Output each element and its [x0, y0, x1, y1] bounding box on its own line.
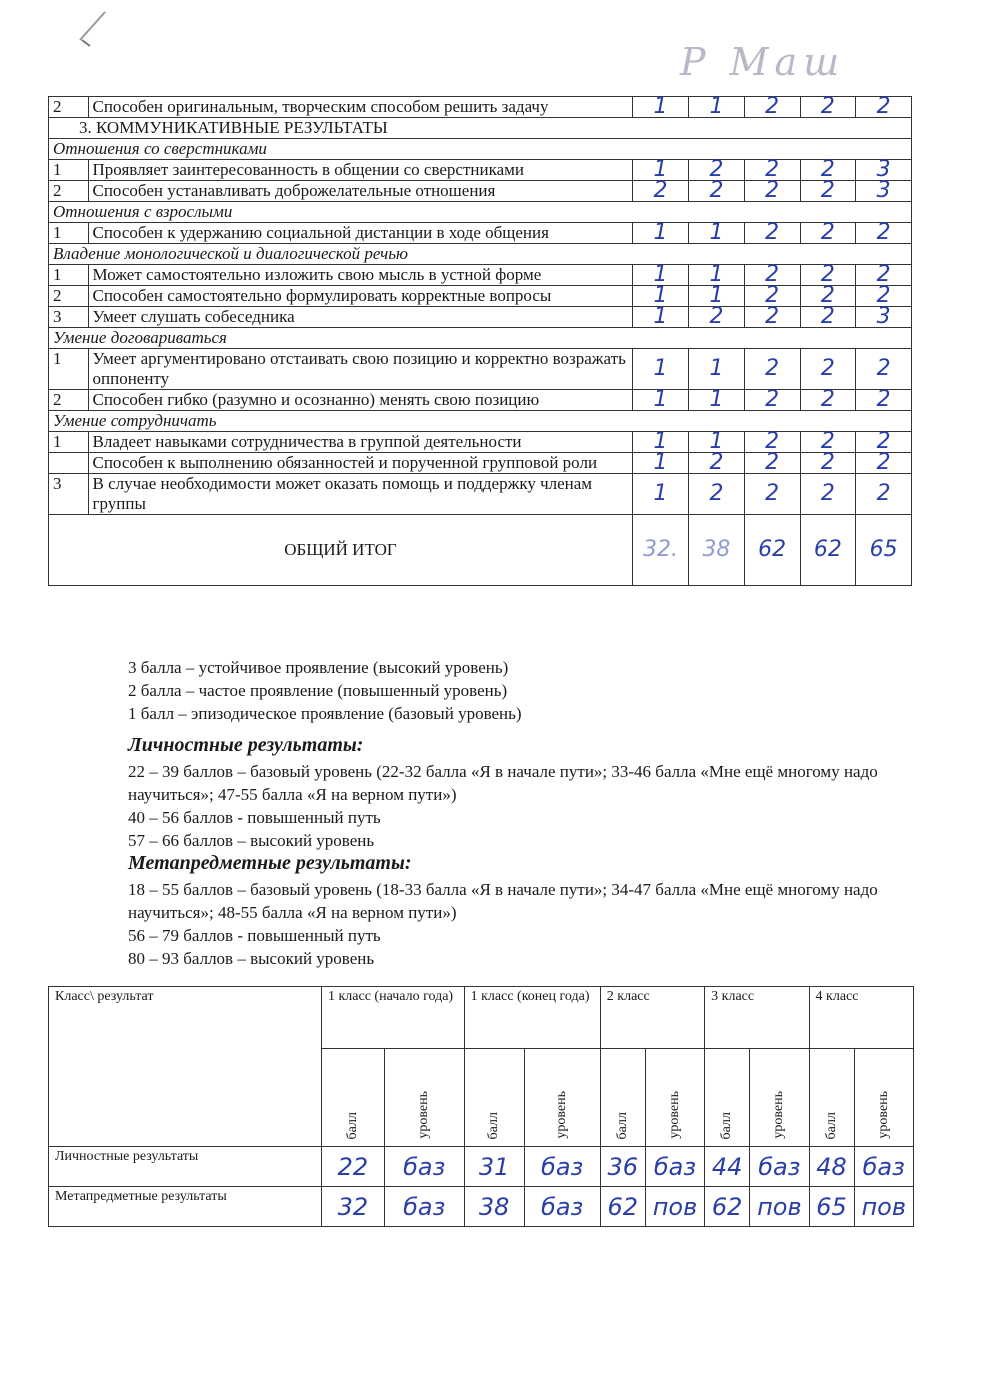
score-legend-line: 3 балла – устойчивое проявление (высокий уровень) — [128, 658, 509, 677]
score-cell: 2 — [744, 160, 800, 181]
summary-class-header: 3 класс — [705, 987, 809, 1049]
eval-row — [49, 432, 912, 453]
item-number: 1 — [49, 349, 89, 390]
total-score-cell: 62 — [800, 515, 856, 586]
score-cell: 1 — [689, 349, 745, 390]
item-number: 3 — [49, 307, 89, 328]
score-cell: 1 — [632, 286, 688, 307]
item-number: 3 — [49, 474, 89, 515]
score-cell: 2 — [744, 286, 800, 307]
score-cell: 2 — [689, 181, 745, 202]
subheader-text: уровень — [666, 1091, 682, 1139]
summary-level-cell: баз — [750, 1147, 809, 1187]
score-cell: 2 — [800, 265, 856, 286]
subheader-text: балл — [614, 1111, 630, 1139]
score-cell: 2 — [632, 181, 688, 202]
subheader-text: уровень — [771, 1091, 787, 1139]
score-cell: 2 — [800, 349, 856, 390]
score-cell: 2 — [689, 160, 745, 181]
eval-row — [49, 286, 912, 307]
eval-row — [49, 97, 912, 118]
score-subheader — [809, 1049, 854, 1147]
score-cell: 1 — [632, 160, 688, 181]
eval-row — [49, 390, 912, 411]
score-cell: 2 — [800, 307, 856, 328]
summary-row — [49, 1147, 914, 1187]
score-subheader — [322, 1049, 385, 1147]
summary-class-header: 1 класс (конец года) — [464, 987, 600, 1049]
score-cell: 2 — [856, 432, 912, 453]
summary-level-cell: пов — [645, 1187, 704, 1227]
level-subheader — [750, 1049, 809, 1147]
total-score-cell: 32. — [632, 515, 688, 586]
item-text: Способен к удержанию социальной дистанции в ходе общения — [88, 223, 632, 244]
score-cell: 2 — [744, 307, 800, 328]
score-cell: 2 — [856, 286, 912, 307]
eval-row — [49, 349, 912, 390]
summary-score-cell: 48 — [809, 1147, 854, 1187]
eval-row — [49, 411, 912, 432]
item-number: 2 — [49, 390, 89, 411]
staple-mark — [60, 10, 120, 50]
total-label: ОБЩИЙ ИТОГ — [49, 515, 633, 586]
personal-line-2: 40 – 56 баллов - повышенный путь — [128, 808, 381, 827]
section-heading: 3. КОММУНИКАТИВНЫЕ РЕЗУЛЬТАТЫ — [49, 118, 912, 139]
score-cell: 2 — [744, 474, 800, 515]
summary-level-cell: баз — [524, 1187, 600, 1227]
summary-level-cell: баз — [854, 1147, 914, 1187]
level-subheader — [384, 1049, 464, 1147]
item-text: Может самостоятельно изложить свою мысль в устной форме — [88, 265, 632, 286]
score-cell: 2 — [689, 474, 745, 515]
score-cell: 1 — [689, 432, 745, 453]
summary-level-cell: баз — [645, 1147, 704, 1187]
score-cell: 2 — [744, 223, 800, 244]
subsection-heading: Умение договариваться — [49, 328, 912, 349]
total-score-cell: 38 — [689, 515, 745, 586]
score-cell: 2 — [744, 265, 800, 286]
score-cell: 2 — [856, 453, 912, 474]
summary-level-cell: баз — [384, 1147, 464, 1187]
score-subheader — [705, 1049, 750, 1147]
score-cell: 2 — [744, 181, 800, 202]
subsection-heading: Отношения с взрослыми — [49, 202, 912, 223]
score-cell: 2 — [800, 97, 856, 118]
summary-level-cell: баз — [384, 1187, 464, 1227]
eval-row — [49, 307, 912, 328]
item-text: Проявляет заинтересованность в общении со сверстниками — [88, 160, 632, 181]
summary-row-label: Личностные результаты — [49, 1147, 322, 1187]
score-cell: 1 — [689, 265, 745, 286]
meta-line-2: 56 – 79 баллов - повышенный путь — [128, 926, 381, 945]
item-number: 2 — [49, 286, 89, 307]
item-number: 2 — [49, 97, 89, 118]
summary-level-cell: баз — [524, 1147, 600, 1187]
summary-level-cell: пов — [750, 1187, 809, 1227]
score-cell: 2 — [856, 97, 912, 118]
eval-row — [49, 328, 912, 349]
eval-row — [49, 160, 912, 181]
subheader-text: балл — [344, 1111, 360, 1139]
score-subheader — [464, 1049, 524, 1147]
level-subheader — [524, 1049, 600, 1147]
summary-score-cell: 32 — [322, 1187, 385, 1227]
subheader-text: уровень — [875, 1091, 891, 1139]
summary-score-cell: 36 — [600, 1147, 645, 1187]
score-cell: 1 — [632, 432, 688, 453]
subsection-heading: Отношения со сверстниками — [49, 139, 912, 160]
score-cell: 3 — [856, 160, 912, 181]
item-text: Владеет навыками сотрудничества в группой деятельности — [88, 432, 632, 453]
summary-score-cell: 62 — [705, 1187, 750, 1227]
total-score-cell: 62 — [744, 515, 800, 586]
score-cell: 1 — [632, 390, 688, 411]
summary-row-label: Метапредметные результаты — [49, 1187, 322, 1227]
summary-score-cell: 31 — [464, 1147, 524, 1187]
score-cell: 1 — [632, 223, 688, 244]
subheader-text: уровень — [416, 1091, 432, 1139]
summary-score-cell: 65 — [809, 1187, 854, 1227]
item-text: Способен гибко (разумно и осознанно) менять свою позицию — [88, 390, 632, 411]
summary-corner-header: Класс\ результат — [49, 987, 322, 1147]
score-cell: 2 — [800, 432, 856, 453]
eval-row — [49, 265, 912, 286]
eval-row — [49, 474, 912, 515]
score-cell: 1 — [632, 97, 688, 118]
item-number: 1 — [49, 223, 89, 244]
item-number — [49, 453, 89, 474]
score-cell: 1 — [632, 474, 688, 515]
score-cell: 1 — [632, 349, 688, 390]
score-cell: 2 — [800, 390, 856, 411]
summary-score-cell: 38 — [464, 1187, 524, 1227]
summary-row — [49, 1187, 914, 1227]
score-cell: 1 — [689, 286, 745, 307]
score-cell: 2 — [744, 349, 800, 390]
score-cell: 1 — [632, 453, 688, 474]
eval-row — [49, 202, 912, 223]
score-cell: 2 — [800, 181, 856, 202]
score-cell: 1 — [632, 307, 688, 328]
score-cell: 2 — [800, 160, 856, 181]
total-score-cell: 65 — [856, 515, 912, 586]
eval-row — [49, 223, 912, 244]
eval-row — [49, 244, 912, 265]
score-legend-line: 2 балла – частое проявление (повышенный уровень) — [128, 681, 508, 700]
score-cell: 1 — [689, 223, 745, 244]
summary-score-cell: 44 — [705, 1147, 750, 1187]
meta-results-scale — [128, 878, 908, 970]
score-cell: 2 — [856, 223, 912, 244]
score-subheader — [600, 1049, 645, 1147]
score-cell: 1 — [689, 390, 745, 411]
item-text: Способен оригинальным, творческим способом решить задачу — [88, 97, 632, 118]
subheader-text: балл — [719, 1111, 735, 1139]
summary-score-cell: 62 — [600, 1187, 645, 1227]
summary-class-header: 4 класс — [809, 987, 913, 1049]
score-cell: 3 — [856, 307, 912, 328]
meta-line-1: 18 – 55 баллов – базовый уровень (18-33 балла «Я в начале пути»; 34-47 балла «Мне ещё многому надо научиться»; 48-55 балла «Я на верном пути») — [128, 880, 878, 922]
personal-line-1: 22 – 39 баллов – базовый уровень (22-32 балла «Я в начале пути»; 33-46 балла «Мне ещё многому надо научиться»; 47-55 балла «Я на верном пути») — [128, 762, 878, 804]
score-cell: 2 — [800, 286, 856, 307]
item-number: 1 — [49, 432, 89, 453]
eval-row — [49, 118, 912, 139]
item-number: 2 — [49, 181, 89, 202]
summary-score-cell: 22 — [322, 1147, 385, 1187]
personal-results-heading: Личностные результаты: — [128, 734, 364, 756]
score-cell: 2 — [800, 453, 856, 474]
subheader-text: балл — [823, 1111, 839, 1139]
level-subheader — [645, 1049, 704, 1147]
personal-line-3: 57 – 66 баллов – высокий уровень — [128, 831, 375, 850]
score-cell: 1 — [689, 97, 745, 118]
score-cell: 2 — [744, 432, 800, 453]
score-cell: 2 — [856, 390, 912, 411]
subheader-text: балл — [486, 1111, 502, 1139]
score-cell: 2 — [800, 223, 856, 244]
score-cell: 2 — [800, 474, 856, 515]
score-cell: 2 — [744, 390, 800, 411]
item-text: Умеет аргументировано отстаивать свою позицию и корректно возражать оппоненту — [88, 349, 632, 390]
item-text: Способен устанавливать доброжелательные отношения — [88, 181, 632, 202]
personal-results-scale — [128, 760, 908, 852]
score-legend-line: 1 балл – эпизодическое проявление (базовый уровень) — [128, 704, 522, 723]
score-cell: 2 — [744, 97, 800, 118]
item-text: В случае необходимости может оказать помощь и поддержку членам группы — [88, 474, 632, 515]
evaluation-table — [48, 96, 912, 586]
score-cell: 2 — [689, 307, 745, 328]
subsection-heading: Владение монологической и диалогической речью — [49, 244, 912, 265]
item-text: Умеет слушать собеседника — [88, 307, 632, 328]
subheader-text: уровень — [554, 1091, 570, 1139]
item-text: Способен самостоятельно формулировать корректные вопросы — [88, 286, 632, 307]
corner-handwritten-note: P Маш — [680, 40, 846, 84]
item-text: Способен к выполнению обязанностей и порученной групповой роли — [88, 453, 632, 474]
item-number: 1 — [49, 160, 89, 181]
eval-row — [49, 139, 912, 160]
meta-results-heading: Метапредметные результаты: — [128, 852, 412, 874]
summary-table — [48, 986, 914, 1227]
score-legend — [128, 656, 522, 725]
total-row — [49, 515, 912, 586]
summary-class-header: 1 класс (начало года) — [322, 987, 465, 1049]
score-cell: 1 — [632, 265, 688, 286]
score-cell: 2 — [856, 265, 912, 286]
score-cell: 2 — [689, 453, 745, 474]
level-subheader — [854, 1049, 914, 1147]
summary-class-header: 2 класс — [600, 987, 704, 1049]
score-cell: 2 — [856, 349, 912, 390]
score-cell: 2 — [856, 474, 912, 515]
meta-line-3: 80 – 93 баллов – высокий уровень — [128, 949, 375, 968]
summary-level-cell: пов — [854, 1187, 914, 1227]
eval-row — [49, 453, 912, 474]
eval-row — [49, 181, 912, 202]
subsection-heading: Умение сотрудничать — [49, 411, 912, 432]
score-cell: 2 — [744, 453, 800, 474]
score-cell: 3 — [856, 181, 912, 202]
item-number: 1 — [49, 265, 89, 286]
